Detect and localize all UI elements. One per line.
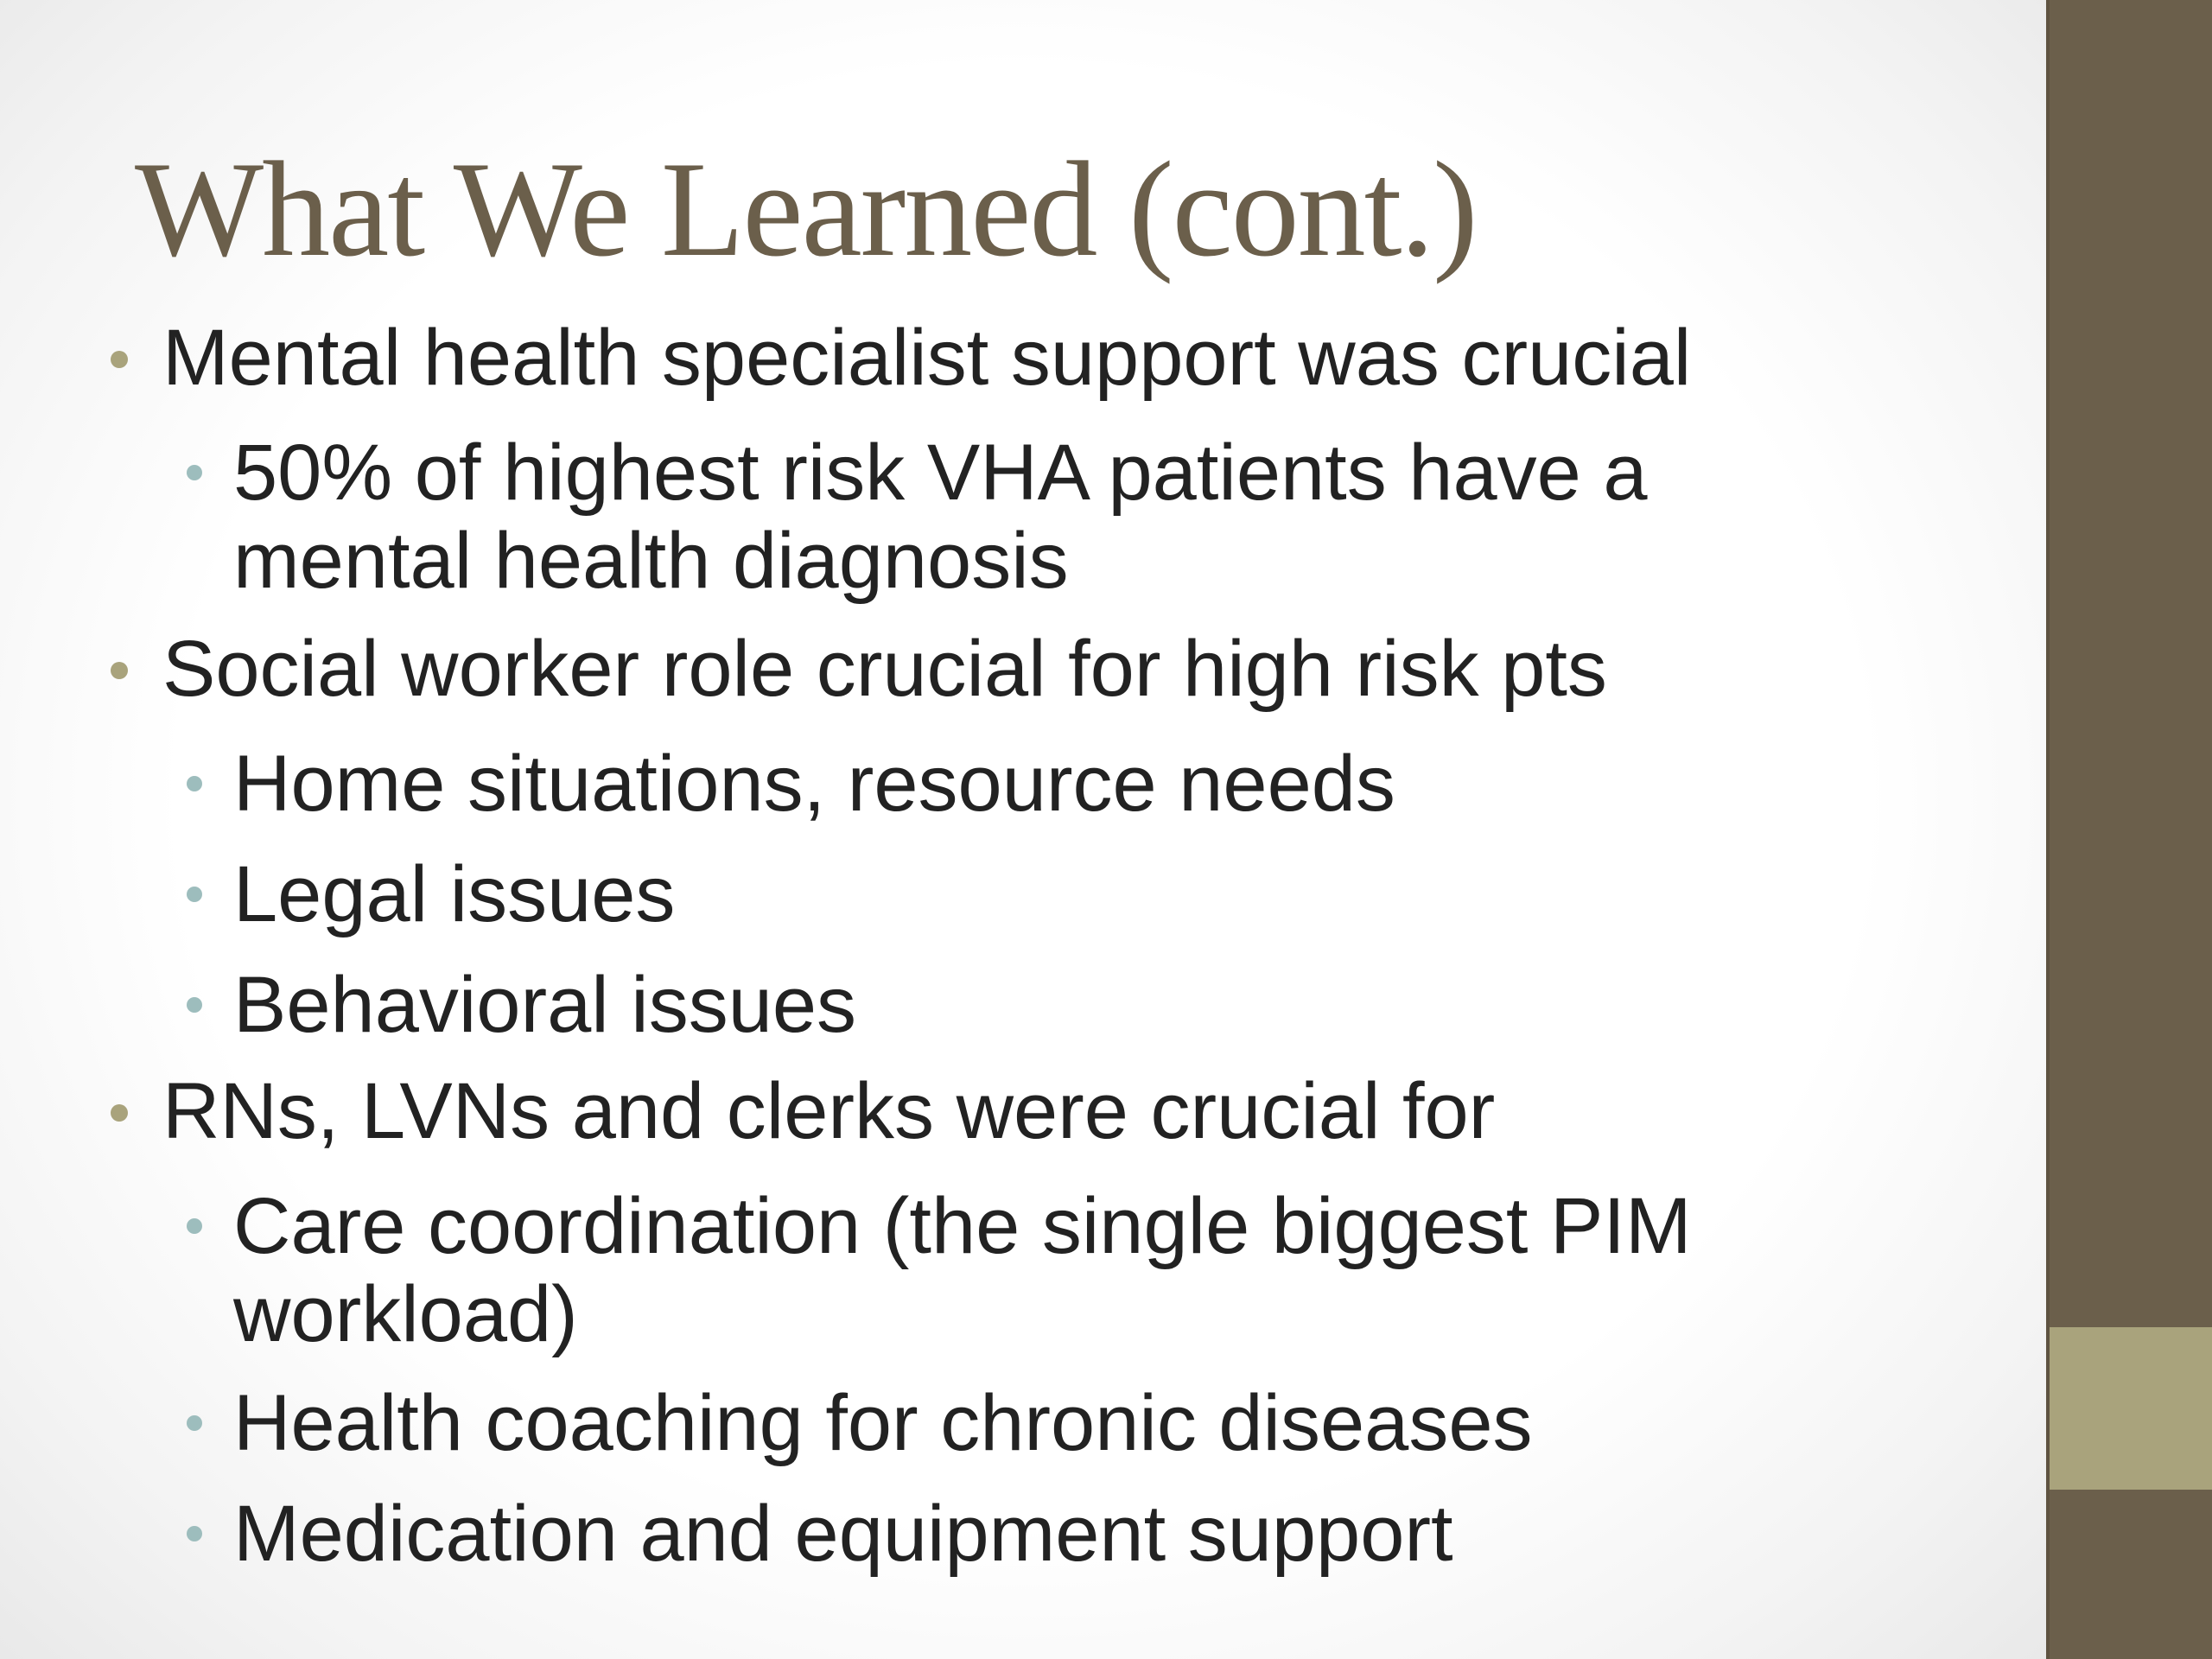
bullet-dot-icon: [111, 662, 128, 679]
sub-bullet-text-line2: workload): [233, 1270, 578, 1358]
sub-bullet-text-line2: mental health diagnosis: [233, 517, 1069, 605]
sub-bullet-text: Home situations, resource needs: [233, 740, 1395, 828]
sub-bullet-dot-icon: [187, 997, 202, 1013]
bullet-text: Social worker role crucial for high risk pts: [162, 625, 1607, 713]
sub-bullet-text-line1: Care coordination (the single biggest PIM: [233, 1182, 1692, 1270]
slide-title: What We Learned (cont.): [135, 134, 1477, 285]
side-accent-block: [2050, 1327, 2212, 1490]
sub-bullet-text: Health coaching for chronic diseases: [233, 1379, 1533, 1467]
sub-bullet-item: [233, 1379, 1533, 1467]
sub-bullet-dot-icon: [187, 887, 202, 902]
bullet-item: [162, 1068, 1495, 1155]
sub-bullet-dot-icon: [187, 1415, 202, 1431]
sub-bullet-text: Legal issues: [233, 850, 676, 938]
sub-bullet-text: Behavioral issues: [233, 961, 857, 1049]
bullet-dot-icon: [111, 351, 128, 368]
bullet-text: RNs, LVNs and clerks were crucial for: [162, 1067, 1496, 1155]
sub-bullet-item: [233, 740, 1395, 828]
bullet-item: [162, 626, 1607, 713]
sub-bullet-dot-icon: [187, 776, 202, 791]
sub-bullet-dot-icon: [187, 1526, 202, 1541]
sub-bullet-item: [233, 429, 1648, 605]
bullet-item: [162, 315, 1691, 402]
bullet-dot-icon: [111, 1104, 128, 1122]
sub-bullet-text: Medication and equipment support: [233, 1490, 1453, 1578]
sub-bullet-dot-icon: [187, 465, 202, 480]
sub-bullet-item: [233, 850, 675, 938]
bullet-text: Mental health specialist support was crucial: [162, 314, 1692, 402]
sub-bullet-item: [233, 961, 856, 1049]
sub-bullet-item: [233, 1182, 1692, 1358]
sub-bullet-text-line1: 50% of highest risk VHA patients have a: [233, 429, 1648, 517]
sub-bullet-item: [233, 1490, 1453, 1578]
sub-bullet-dot-icon: [187, 1218, 202, 1234]
